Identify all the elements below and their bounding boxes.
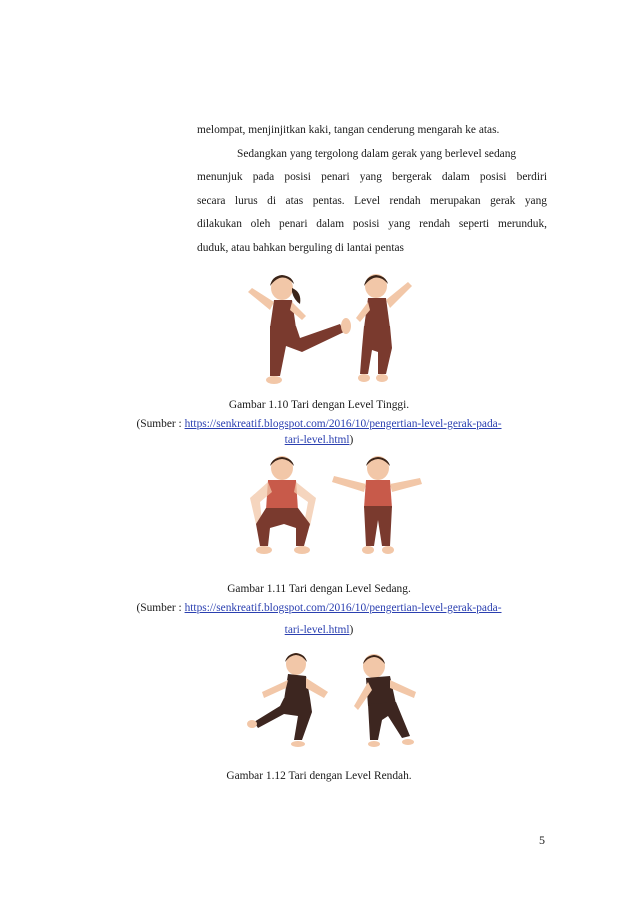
page-number: 5 (539, 833, 545, 847)
source-link[interactable]: https://senkreatif.blogspot.com/2016/10/pengertian-level-gerak-pada- (184, 602, 502, 614)
source-link[interactable]: https://senkreatif.blogspot.com/2016/10/pengertian-level-gerak-pada- (184, 418, 502, 430)
paragraph-line-2: Sedangkan yang tergolong dalam gerak yang berlevel sedang (237, 148, 517, 160)
figure-1-10-source (0, 418, 638, 430)
source-suffix: ) (349, 624, 354, 636)
source-link-cont[interactable]: tari-level.html (284, 624, 350, 636)
source-prefix: (Sumber : (136, 418, 185, 430)
source-prefix: (Sumber : (136, 602, 185, 614)
figure-1-11-source-cont (0, 624, 638, 636)
paragraph-line-5: dilakukan oleh penari dalam posisi yang rendah seperti merunduk, (197, 218, 547, 230)
figure-1-10-source-cont (0, 434, 638, 446)
figure-level-sedang-image (238, 454, 428, 559)
figure-1-11-source (0, 602, 638, 614)
dancer-crouch (247, 653, 328, 747)
dancer-tiptoe (356, 274, 412, 382)
paragraph-line-1: melompat, menjinjitkan kaki, tangan cenderung mengarah ke atas. (197, 124, 500, 136)
figure-level-tinggi-image (240, 266, 420, 391)
figure-1-12-caption: Gambar 1.12 Tari dengan Level Rendah. (226, 770, 412, 782)
figure-1-11-caption: Gambar 1.11 Tari dengan Level Sedang. (227, 583, 411, 595)
dancer-kicking (248, 275, 351, 384)
paragraph-line-4: secara lurus di atas pentas. Level rendah merupakan gerak yang (197, 195, 547, 207)
figure-level-rendah-image (244, 648, 434, 748)
figure-1-10-caption: Gambar 1.10 Tari dengan Level Tinggi. (228, 399, 410, 411)
dancer-standing-arms-out (332, 456, 422, 554)
paragraph-line-3: menunjuk pada posisi penari yang bergerak dalam posisi berdiri (197, 171, 547, 183)
paragraph-line-6: duduk, atau bahkan berguling di lantai pentas (197, 242, 404, 254)
dancer-squat (250, 456, 316, 554)
source-suffix: ) (349, 434, 354, 446)
dancer-bend (354, 654, 416, 747)
source-link-cont[interactable]: tari-level.html (284, 434, 350, 446)
